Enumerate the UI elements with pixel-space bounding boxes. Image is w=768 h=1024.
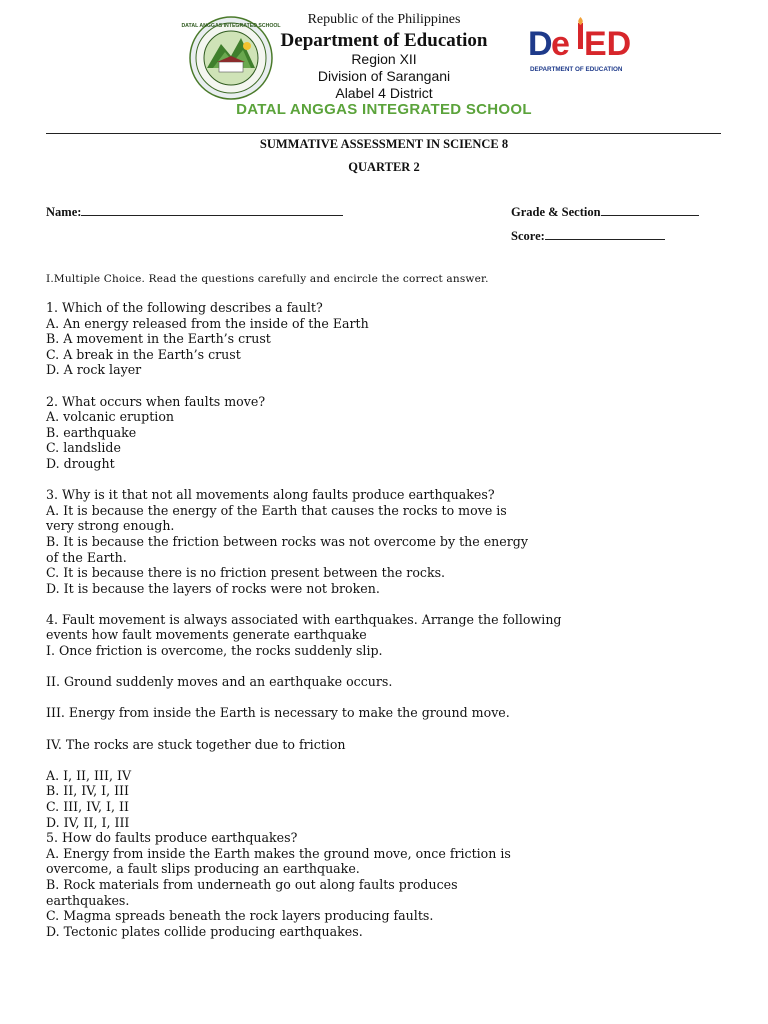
svg-text:ED: ED <box>584 25 632 63</box>
choice-option[interactable]: C. It is because there is no friction present between the rocks. <box>46 565 446 581</box>
name-blank[interactable] <box>81 205 343 216</box>
question-stem: 3. Why is it that not all movements along faults produce earthquakes? <box>46 487 495 503</box>
choice-option[interactable]: D. IV, II, I, III <box>46 814 130 830</box>
choice-option[interactable]: A. An energy released from the inside of the Earth <box>46 315 369 331</box>
name-field[interactable] <box>46 205 343 220</box>
score-field[interactable] <box>511 229 665 244</box>
name-label: Name: <box>46 205 82 219</box>
deped-logo-subtext: DEPARTMENT OF EDUCATION <box>530 66 623 73</box>
choice-option-continued[interactable]: very strong enough. <box>46 518 175 534</box>
republic-line: Republic of the Philippines <box>307 12 461 27</box>
svg-text:D: D <box>528 25 553 63</box>
department-name: Department of Education <box>280 30 488 51</box>
region-line: Region XII <box>351 51 417 67</box>
svg-text:e: e <box>551 25 570 63</box>
choice-option[interactable]: D. A rock layer <box>46 362 142 378</box>
choice-option[interactable]: C. landslide <box>46 440 121 456</box>
choice-option[interactable]: A. Energy from inside the Earth makes the ground move, once friction is <box>46 845 511 861</box>
event-item: III. Energy from inside the Earth is necessary to make the ground move. <box>46 705 510 721</box>
header-divider <box>46 133 721 134</box>
assessment-quarter: QUARTER 2 <box>348 160 420 174</box>
event-item: I. Once friction is overcome, the rocks suddenly slip. <box>46 643 383 659</box>
district-line: Alabel 4 District <box>335 85 433 101</box>
choice-option[interactable]: D. drought <box>46 455 115 471</box>
choice-option[interactable]: B. It is because the friction between rocks was not overcome by the energy <box>46 533 528 549</box>
instructions: I.Multiple Choice. Read the questions carefully and encircle the correct answer. <box>46 273 489 285</box>
question-stem: 5. How do faults produce earthquakes? <box>46 830 298 846</box>
choice-option[interactable]: A. volcanic eruption <box>46 409 175 425</box>
choice-option-continued[interactable]: of the Earth. <box>46 549 127 565</box>
choice-option[interactable]: B. earthquake <box>46 424 137 440</box>
choice-option[interactable]: A. I, II, III, IV <box>46 767 132 783</box>
choice-option[interactable]: C. Magma spreads beneath the rock layers producing faults. <box>46 908 434 924</box>
question-stem: 4. Fault movement is always associated with earthquakes. Arrange the following <box>46 611 562 627</box>
question-stem: 2. What occurs when faults move? <box>46 393 266 409</box>
choice-option[interactable]: D. It is because the layers of rocks were not broken. <box>46 580 380 596</box>
division-line: Division of Sarangani <box>317 68 451 84</box>
choice-option-continued[interactable]: earthquakes. <box>46 892 130 908</box>
event-item: IV. The rocks are stuck together due to friction <box>46 736 346 752</box>
grade-section-label: Grade & Section <box>511 205 601 219</box>
choice-option[interactable]: C. III, IV, I, II <box>46 799 129 814</box>
score-label: Score: <box>511 229 545 243</box>
choice-option[interactable]: B. Rock materials from underneath go out along faults produces <box>46 876 458 892</box>
choice-option[interactable]: D. Tectonic plates collide producing earthquakes. <box>46 923 363 939</box>
choice-option[interactable]: B. A movement in the Earth’s crust <box>46 331 271 347</box>
grade-section-field[interactable] <box>511 205 699 220</box>
event-item: II. Ground suddenly moves and an earthquake occurs. <box>46 674 393 690</box>
choice-option[interactable]: A. It is because the energy of the Earth that causes the rocks to move is <box>46 502 507 518</box>
grade-section-blank[interactable] <box>601 205 699 216</box>
choice-option[interactable]: C. A break in the Earth’s crust <box>46 346 241 362</box>
question-stem-continued: events how fault movements generate earthquake <box>46 627 367 643</box>
choice-option-continued[interactable]: overcome, a fault slips producing an earthquake. <box>46 861 360 877</box>
question-stem: 1. Which of the following describes a fault? <box>46 300 323 315</box>
choice-option[interactable]: B. II, IV, I, III <box>46 783 129 799</box>
assessment-title: SUMMATIVE ASSESSMENT IN SCIENCE 8 <box>259 137 509 151</box>
seal-text: DATAL ANGGAS INTEGRATED SCHOOL <box>181 23 281 29</box>
school-name: DATAL ANGGAS INTEGRATED SCHOOL <box>236 101 532 118</box>
questions-section <box>46 300 736 939</box>
score-blank[interactable] <box>545 229 665 240</box>
